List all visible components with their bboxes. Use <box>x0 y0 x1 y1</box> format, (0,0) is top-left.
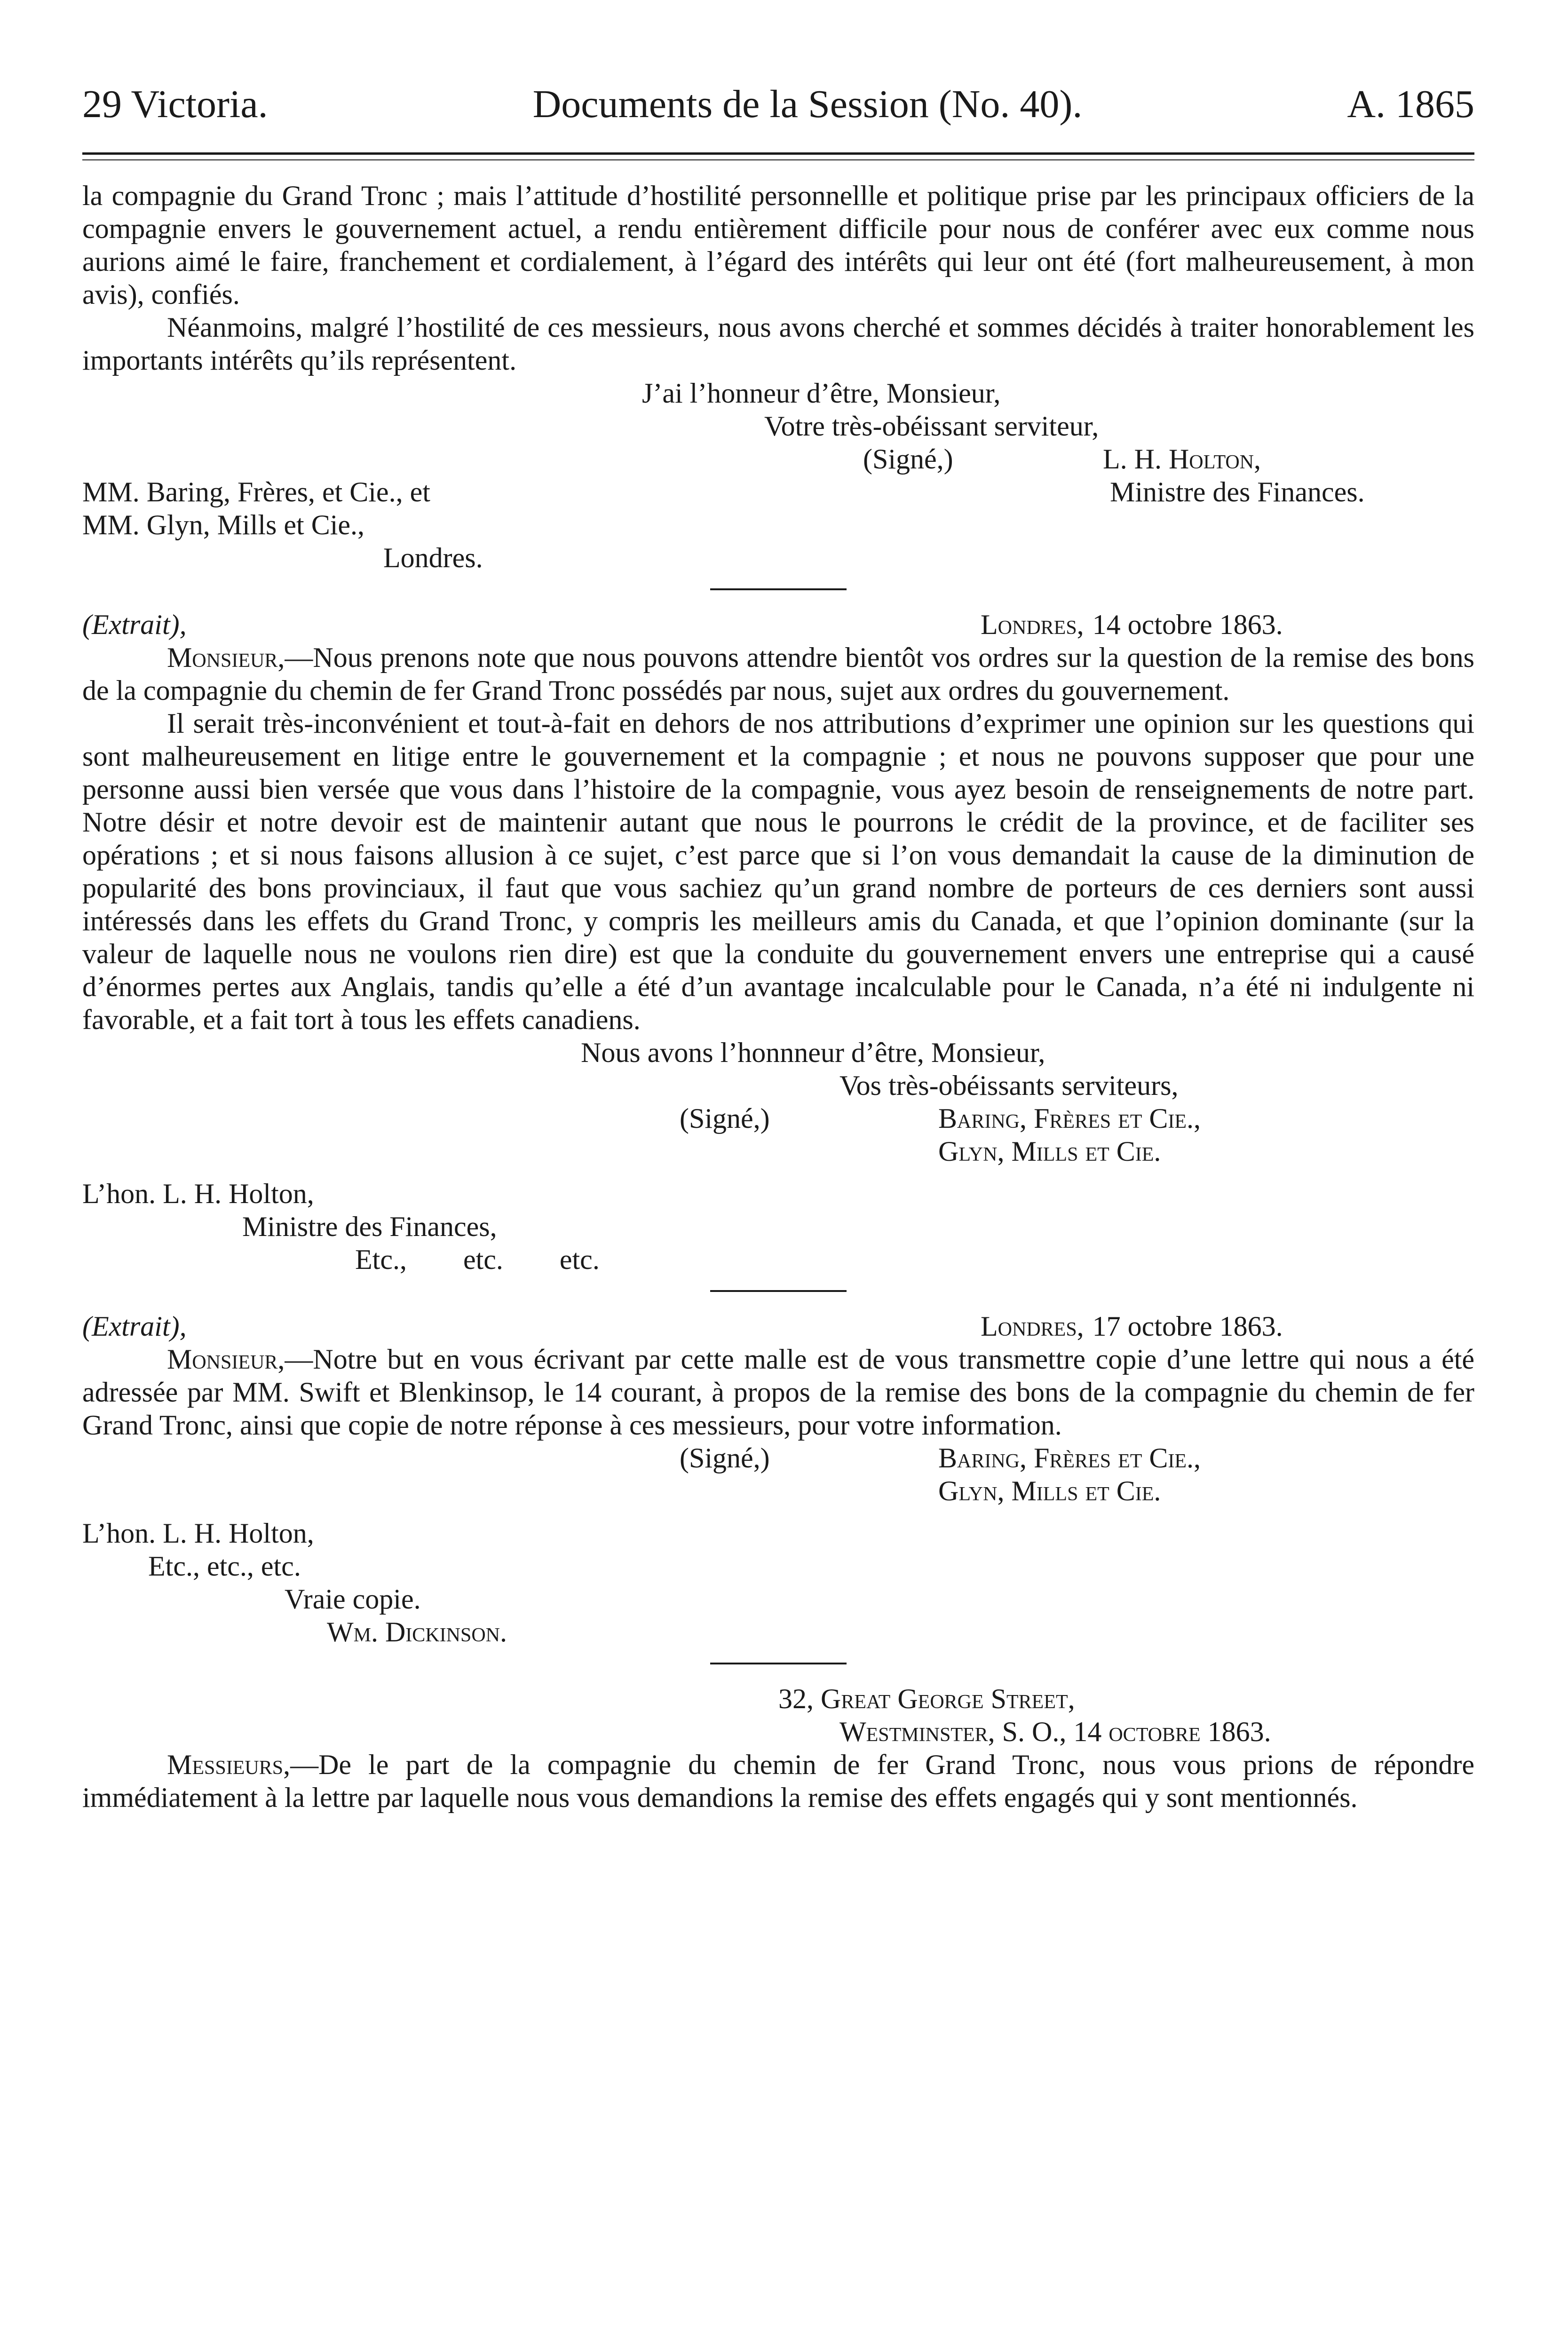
signer-name: L. H. Holton, <box>1103 444 1261 475</box>
letter2-signature-row <box>82 1102 1474 1135</box>
letter1-paragraph: Néanmoins, malgré l’hostilité de ces messieurs, nous avons cherché et sommes décidés à traiter honorablement les importants intérêts qu’ils représentent. <box>82 312 1474 376</box>
addressee-line: MM. Glyn, Mills et Cie., <box>82 509 365 540</box>
letter2-paragraph <box>82 641 1474 707</box>
letter3-signature-row <box>82 1474 1474 1507</box>
section-separator <box>710 588 847 590</box>
letter1-title-row <box>82 475 1474 508</box>
page-header <box>82 82 1474 126</box>
document-page <box>82 82 1474 1814</box>
dateline-date: 17 octobre 1863. <box>1092 1311 1283 1342</box>
letter1-closing: Votre très-obéissant serviteur, <box>764 411 1099 442</box>
letter3-dateline <box>82 1310 1474 1343</box>
document-body <box>82 179 1474 1814</box>
signer-name: Glyn, Mills et Cie. <box>938 1136 1161 1167</box>
dateline-date: 14 octobre 1863. <box>1092 609 1283 640</box>
signer-name: Glyn, Mills et Cie. <box>938 1475 1161 1506</box>
signer-title: Ministre des Finances. <box>1110 476 1365 507</box>
signed-label: (Signé,) <box>680 1442 770 1473</box>
letter4-paragraph <box>82 1748 1474 1814</box>
salutation: Monsieur, <box>167 642 285 673</box>
section-separator <box>710 1290 847 1292</box>
letter2-closing: Nous avons l’honnneur d’être, Monsieur, <box>581 1037 1045 1068</box>
paragraph-text: —Nous prenons note que nous pouvons attendre bientôt vos ordres sur la question de la remise des bons de la compagnie du chemin de fer Grand Tronc possédés par nous, sujet aux ordres du gouvernement. <box>82 642 1474 706</box>
addressee-line: Etc., etc. etc. <box>355 1244 600 1275</box>
letter2-signature-row <box>82 1135 1474 1168</box>
letter1-signature-row <box>82 443 1474 475</box>
salutation: Messieurs, <box>167 1749 291 1780</box>
letter2-paragraph: Il serait très-inconvénient et tout-à-fait en dehors de nos attributions d’exprimer une opinion sur les questions qui sont malheureusement en litige entre le gouvernement et la compagnie ; et nous ne pouvons supposer que pour une personne aussi bien versée que vous dans l’histoire de la compagnie, vous ayez besoin de renseignements de notre part. Notre désir et notre devoir est de maintenir autant que nous le pourrons le crédit de la province, et de faciliter ses opérations ; et si nous faisons allusion à ce sujet, c’est parce que si l’on vous demandait la cause de la diminution de popularité des bons provinciaux, il faut que vous sachiez qu’un grand nombre de porteurs de ces derniers sont aussi intéressés dans les effets du Grand Tronc, y compris les meilleurs amis du Canada, et que l’opinion dominante (sur la valeur de laquelle nous ne voulons rien dire) est que la conduite du gouvernement envers une entreprise qui a causé d’énormes pertes aux Anglais, tandis qu’elle a été d’un avantage incalculable pour le Canada, n’a été ni indulgente ni favorable, et a fait tort à tous les effets canadiens. <box>82 708 1474 1035</box>
letter2-dateline <box>82 608 1474 641</box>
salutation: Monsieur, <box>167 1344 285 1375</box>
header-right: A. 1865 <box>1347 82 1474 126</box>
addressee-line: Ministre des Finances, <box>242 1211 497 1242</box>
true-copy-label: Vraie copie. <box>285 1584 421 1615</box>
dateline-place: Londres, <box>981 609 1084 640</box>
letter3-paragraph <box>82 1343 1474 1442</box>
addressee-line: MM. Baring, Frères, et Cie., et <box>82 476 430 507</box>
signer-name: Baring, Frères et Cie., <box>938 1103 1201 1134</box>
letter3-signature-row <box>82 1442 1474 1474</box>
extract-label: (Extrait), <box>82 609 187 640</box>
signed-label: (Signé,) <box>863 444 953 475</box>
signed-label: (Signé,) <box>680 1103 770 1134</box>
extract-label: (Extrait), <box>82 1311 187 1342</box>
letter4-address: 32, Great George Street, <box>778 1683 1075 1714</box>
addressee-line: Etc., etc., etc. <box>148 1551 301 1582</box>
dateline-place: Londres, <box>981 1311 1084 1342</box>
section-separator <box>710 1663 847 1664</box>
letter4-address: Westminster, S. O., 14 octobre 1863. <box>839 1716 1271 1747</box>
header-center: Documents de la Session (No. 40). <box>532 82 1083 126</box>
signer-name: Baring, Frères et Cie., <box>938 1442 1201 1473</box>
paragraph-text: —Notre but en vous écrivant par cette malle est de vous transmettre copie d’une lettre qui nous a été adressée par MM. Swift et Blenkinsop, le 14 courant, à propos de la remise des bons de la compagnie du chemin de fer Grand Tronc, ainsi que copie de notre réponse à ces messieurs, pour votre information. <box>82 1344 1474 1441</box>
addressee-line: L’hon. L. H. Holton, <box>82 1518 314 1549</box>
addressee-line: L’hon. L. H. Holton, <box>82 1178 314 1209</box>
paragraph-text: —De le part de la compagnie du chemin de fer Grand Tronc, nous vous prions de répondre immédiatement à la lettre par laquelle nous vous demandions la remise des effets engagés qui y sont mentionnés. <box>82 1749 1474 1813</box>
letter1-closing: J’ai l’honneur d’être, Monsieur, <box>642 378 1001 409</box>
letter2-closing: Vos très-obéissants serviteurs, <box>839 1070 1179 1101</box>
header-left: 29 Victoria. <box>82 82 268 126</box>
addressee-line: Londres. <box>383 542 483 573</box>
letter1-paragraph: la compagnie du Grand Tronc ; mais l’attitude d’hostilité personnellle et politique prise par les principaux officiers de la compagnie envers le gouvernement actuel, a rendu entièrement difficile pour nous de conférer avec eux comme nous aurions aimé le faire, franchement et cordialement, à l’égard des intérêts qui leur ont été (fort malheureusement, à mon avis), confiés. <box>82 180 1474 310</box>
header-rule <box>82 152 1474 160</box>
copier-name: Wm. Dickinson. <box>327 1616 507 1648</box>
